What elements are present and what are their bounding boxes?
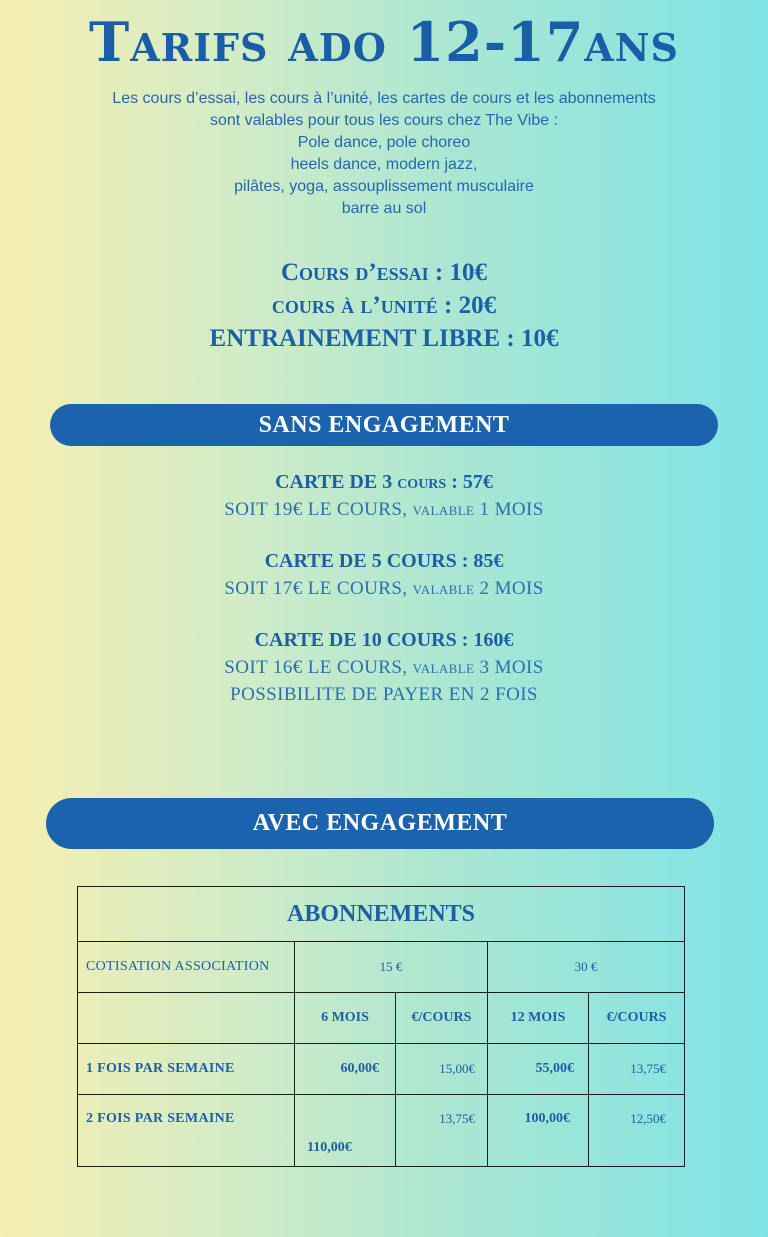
per-class-12-months: 12,50€ [589,1095,685,1167]
card-detail: SOIT 19€ LE COURS, valable 1 MOIS [224,499,544,520]
card-3-classes [0,469,768,523]
avec-engagement-banner: AVEC ENGAGEMENT [46,798,714,849]
header-per-class: €/COURS [396,993,488,1044]
table-row [78,1044,685,1095]
header-per-class: €/COURS [589,993,685,1044]
cotisation-label: COTISATION ASSOCIATION [78,942,295,993]
price-single-class: cours à l’unité : 20€ [271,292,497,319]
card-head: CARTE DE 3 cours : 57€ [275,471,493,493]
cotisation-6-months: 15 € [295,942,488,993]
subscriptions-table [77,886,685,1167]
card-detail: SOIT 17€ LE COURS, valable 2 MOIS [224,578,544,599]
header-6-months: 6 MOIS [295,993,396,1044]
per-class-6-months: 13,75€ [396,1095,488,1167]
intro-line: sont valables pour tous les cours chez The Vibe : [209,112,559,129]
per-class-12-months: 13,75€ [589,1044,685,1095]
intro-line: pilâtes, yoga, assouplissement musculaire [234,178,534,195]
intro-line: heels dance, modern jazz, [290,156,478,173]
single-prices [0,256,768,355]
intro-line: barre au sol [341,200,427,217]
page-title: Tarifs ado 12-17ans [89,10,679,74]
per-class-6-months: 15,00€ [396,1044,488,1095]
price-6-months: 110,00€ [295,1095,396,1167]
price-6-months: 60,00€ [295,1044,396,1095]
empty-cell [78,993,295,1044]
price-12-months: 100,00€ [488,1095,589,1167]
intro-line: Les cours d’essai, les cours à l’unité, les cartes de cours et les abonnements [112,90,656,107]
table-header-row [78,993,685,1044]
table-row [78,1095,685,1167]
sans-engagement-banner: SANS ENGAGEMENT [50,404,718,446]
card-detail: POSSIBILITE DE PAYER EN 2 FOIS [230,684,538,705]
price-trial: Cours d’essai : 10€ [281,259,487,286]
table-title: ABONNEMENTS [78,887,685,942]
card-detail: SOIT 16€ LE COURS, valable 3 MOIS [224,657,544,678]
row-label: 1 FOIS PAR SEMAINE [78,1044,295,1095]
intro-line: Pole dance, pole choreo [297,134,471,151]
card-5-classes [0,548,768,602]
row-label: 2 FOIS PAR SEMAINE [78,1095,295,1167]
price-free-training: ENTRAINEMENT LIBRE : 10€ [209,325,559,352]
intro-text [60,88,708,220]
header-12-months: 12 MOIS [488,993,589,1044]
cotisation-12-months: 30 € [488,942,685,993]
card-10-classes [0,627,768,708]
card-head: CARTE DE 5 COURS : 85€ [264,550,504,572]
table-row-cotisation [78,942,685,993]
card-head: CARTE DE 10 COURS : 160€ [254,629,514,651]
price-12-months: 55,00€ [488,1044,589,1095]
